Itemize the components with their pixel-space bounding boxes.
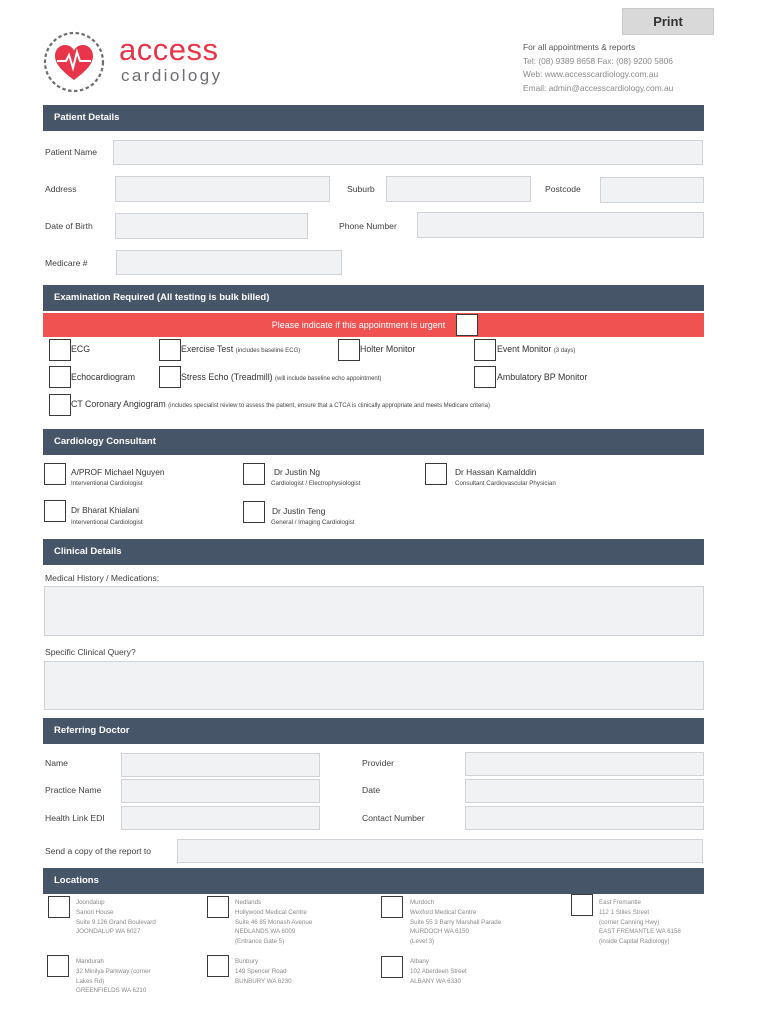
practice-name-field[interactable] bbox=[121, 779, 320, 803]
contact-info bbox=[523, 41, 673, 95]
location-line: (Entrance Gate 5) bbox=[235, 938, 285, 946]
location-line: 32 Minilya Parkway (corner bbox=[76, 967, 151, 975]
phone-field[interactable] bbox=[417, 212, 704, 238]
exercise-test-text: Exercise Test bbox=[181, 344, 234, 354]
ct-angiogram-text: CT Coronary Angiogram bbox=[71, 399, 166, 409]
clinical-query-label: Specific Clinical Query? bbox=[45, 647, 136, 657]
location-albany bbox=[410, 957, 467, 986]
consultant-name: Dr Justin Teng bbox=[272, 506, 326, 516]
consultant-name: Dr Bharat Khialani bbox=[71, 505, 139, 515]
location-line: MURDOCH WA 6150 bbox=[410, 928, 469, 936]
dob-field[interactable] bbox=[115, 213, 308, 239]
holter-checkbox[interactable] bbox=[338, 339, 360, 361]
event-monitor-text: Event Monitor bbox=[497, 344, 552, 354]
location-line: ALBANY WA 6330 bbox=[410, 977, 461, 985]
echo-checkbox[interactable] bbox=[49, 366, 71, 388]
consultant-role: Interventional Cardiologist bbox=[71, 480, 143, 487]
echo-label: Echocardiogram bbox=[71, 372, 136, 382]
practice-name-label: Practice Name bbox=[45, 785, 102, 795]
section-locations: Locations bbox=[43, 868, 704, 894]
location-line: 102 Aberdeen Street bbox=[410, 967, 467, 975]
provider-label: Provider bbox=[362, 758, 394, 768]
location-line: Suite 55 3 Barry Marshall Parade bbox=[410, 918, 502, 926]
location-murdoch bbox=[410, 898, 501, 947]
ref-name-field[interactable] bbox=[121, 753, 320, 777]
location-albany-checkbox[interactable] bbox=[381, 956, 403, 978]
address-label: Address bbox=[45, 184, 77, 194]
location-line: GREENFIELDS WA 6210 bbox=[76, 987, 147, 995]
section-referring-doctor: Referring Doctor bbox=[43, 718, 704, 744]
consultant-name: A/PROF Michael Nguyen bbox=[71, 467, 165, 477]
ref-name-label: Name bbox=[45, 758, 68, 768]
location-line: Suite 9 126 Grand Boulevard bbox=[76, 918, 156, 926]
medicare-field[interactable] bbox=[116, 250, 342, 275]
contact-line: Web: www.accesscardiology.com.au bbox=[523, 69, 659, 80]
location-mandurah-checkbox[interactable] bbox=[47, 955, 69, 977]
location-line: East Fremantle bbox=[599, 899, 641, 906]
location-east-fremantle-checkbox[interactable] bbox=[571, 894, 593, 916]
patient-name-label: Patient Name bbox=[45, 147, 98, 157]
event-monitor-label bbox=[497, 344, 575, 354]
location-joondalup-checkbox[interactable] bbox=[48, 896, 70, 918]
address-field[interactable] bbox=[115, 176, 330, 202]
location-line: 112 1 Stiles Street bbox=[599, 908, 650, 916]
exercise-test-checkbox[interactable] bbox=[159, 339, 181, 361]
location-line: Sanori House bbox=[76, 908, 114, 916]
consultant-role: General / Imaging Cardiologist bbox=[271, 519, 355, 526]
contact-line: For all appointments & reports bbox=[523, 42, 636, 52]
patient-name-field[interactable] bbox=[113, 140, 703, 165]
location-line: EAST FREMANTLE WA 6158 bbox=[599, 928, 681, 936]
location-line: JOONDALUP WA 6027 bbox=[76, 928, 141, 936]
consultant-ng-checkbox[interactable] bbox=[243, 463, 265, 485]
exercise-test-note: (includes baseline ECG) bbox=[235, 348, 301, 354]
location-line: Hollywood Medical Centre bbox=[235, 908, 307, 916]
location-line: 149 Spencer Road bbox=[235, 967, 287, 975]
urgent-text: Please indicate if this appointment is urgent bbox=[271, 320, 446, 330]
date-field[interactable] bbox=[465, 779, 704, 803]
event-monitor-note: (3 days) bbox=[553, 348, 576, 354]
print-button[interactable]: Print bbox=[622, 8, 714, 35]
exercise-test-label bbox=[181, 344, 300, 354]
location-line: (inside Capital Radiology) bbox=[599, 938, 670, 946]
ct-angiogram-note: (includes specialist review to assess the patient, ensure that a CTCA is clinically appropriate and meets Medicare criteria) bbox=[168, 403, 490, 409]
location-line: Lakes Rd) bbox=[76, 977, 105, 985]
medical-history-field[interactable] bbox=[44, 586, 704, 636]
suburb-label: Suburb bbox=[347, 184, 375, 194]
logo-word-access: access bbox=[119, 32, 219, 67]
location-line: Murdoch bbox=[410, 899, 435, 906]
location-line: Joondalup bbox=[76, 899, 105, 906]
location-line: (corner Canning Hwy) bbox=[599, 918, 660, 926]
company-logo bbox=[42, 30, 242, 94]
stress-echo-text: Stress Echo (Treadmill) bbox=[181, 372, 273, 382]
ambulatory-bp-checkbox[interactable] bbox=[474, 366, 496, 388]
ambulatory-bp-label: Ambulatory BP Monitor bbox=[497, 372, 588, 382]
section-clinical-details: Clinical Details bbox=[43, 539, 704, 565]
section-examination: Examination Required (All testing is bulk billed) bbox=[43, 285, 704, 311]
consultant-nguyen-checkbox[interactable] bbox=[44, 463, 66, 485]
location-line: Bunbury bbox=[235, 958, 259, 965]
consultant-kamalddin-checkbox[interactable] bbox=[425, 463, 447, 485]
location-bunbury-checkbox[interactable] bbox=[207, 955, 229, 977]
location-line: Nedlands bbox=[235, 899, 262, 906]
consultant-khialani-checkbox[interactable] bbox=[44, 500, 66, 522]
consultant-role: Cardiologist / Electrophysiologist bbox=[271, 480, 361, 487]
event-monitor-checkbox[interactable] bbox=[474, 339, 496, 361]
urgent-checkbox[interactable] bbox=[456, 314, 478, 336]
location-mandurah bbox=[76, 957, 151, 996]
location-nedlands bbox=[235, 898, 312, 947]
location-bunbury bbox=[235, 957, 292, 986]
consultant-teng-checkbox[interactable] bbox=[243, 501, 265, 523]
clinical-query-field[interactable] bbox=[44, 661, 704, 710]
logo-word-cardiology: cardiology bbox=[121, 66, 223, 85]
date-label: Date bbox=[362, 785, 381, 795]
contact-number-field[interactable] bbox=[465, 806, 704, 830]
postcode-field[interactable] bbox=[600, 177, 704, 203]
phone-label: Phone Number bbox=[339, 221, 397, 231]
location-line: Wexford Medical Centre bbox=[410, 908, 477, 916]
location-line: NEDLANDS WA 6009 bbox=[235, 928, 296, 936]
consultant-name: Dr Justin Ng bbox=[274, 467, 321, 477]
health-link-field[interactable] bbox=[121, 806, 320, 830]
contact-line: Tel: (08) 9389 8658 Fax: (08) 9200 5806 bbox=[523, 55, 673, 66]
location-line: BUNBURY WA 6230 bbox=[235, 977, 292, 985]
location-line: Mandurah bbox=[76, 958, 104, 965]
stress-echo-note: (will include baseline echo appointment) bbox=[275, 376, 382, 382]
contact-number-label: Contact Number bbox=[362, 813, 425, 823]
consultant-role: Interventional Cardiologist bbox=[71, 519, 143, 526]
location-line: Albany bbox=[410, 958, 429, 965]
section-consultant: Cardiology Consultant bbox=[43, 429, 704, 455]
section-patient-details: Patient Details bbox=[43, 105, 704, 131]
send-copy-field[interactable] bbox=[177, 839, 703, 863]
location-east-fremantle bbox=[599, 898, 681, 947]
location-line: (Level 3) bbox=[410, 938, 435, 946]
location-murdoch-checkbox[interactable] bbox=[381, 896, 403, 918]
location-nedlands-checkbox[interactable] bbox=[207, 896, 229, 918]
stress-echo-checkbox[interactable] bbox=[159, 366, 181, 388]
location-joondalup bbox=[76, 898, 156, 937]
dob-label: Date of Birth bbox=[45, 221, 93, 231]
medical-history-label: Medical History / Medications: bbox=[45, 573, 160, 583]
stress-echo-label bbox=[181, 372, 381, 382]
send-copy-label: Send a copy of the report to bbox=[45, 846, 152, 856]
ecg-checkbox[interactable] bbox=[49, 339, 71, 361]
suburb-field[interactable] bbox=[386, 176, 531, 202]
urgent-banner bbox=[43, 313, 704, 337]
health-link-label: Health Link EDI bbox=[45, 813, 105, 823]
ct-angiogram-checkbox[interactable] bbox=[49, 394, 71, 416]
ecg-label: ECG bbox=[71, 344, 91, 354]
contact-line: Email: admin@accesscardiology.com.au bbox=[523, 82, 674, 93]
location-line: Suite 46 85 Monash Avenue bbox=[235, 918, 313, 926]
medicare-label: Medicare # bbox=[45, 258, 88, 268]
provider-field[interactable] bbox=[465, 752, 704, 776]
consultant-role: Consultant Cardiovascular Physician bbox=[455, 480, 556, 487]
consultant-name: Dr Hassan Kamalddin bbox=[455, 467, 537, 477]
postcode-label: Postcode bbox=[545, 184, 581, 194]
ct-angiogram-label bbox=[71, 399, 490, 409]
holter-label: Holter Monitor bbox=[360, 344, 416, 354]
